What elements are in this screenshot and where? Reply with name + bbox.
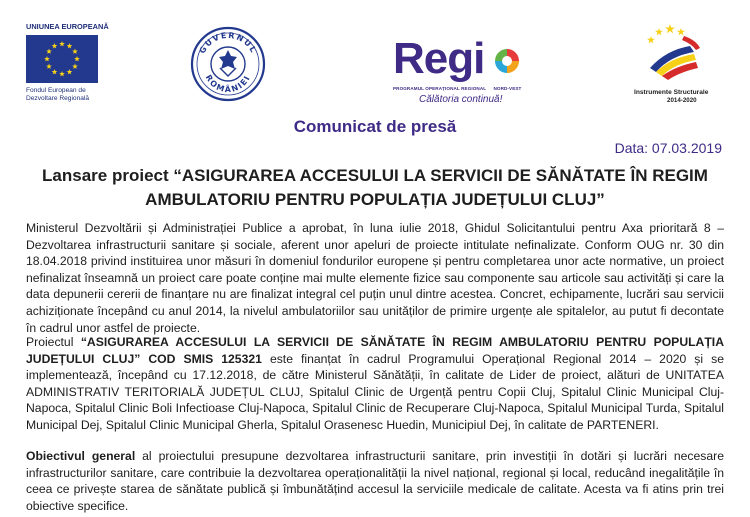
eu-title: UNIUNEA EUROPEANĂ [26, 22, 109, 31]
svg-text:ROMÂNIEI: ROMÂNIEI [203, 73, 253, 95]
paragraph-intro: Ministerul Dezvoltării și Administrației Publice a aprobat, în luna iulie 2018, Ghidul Solicitantului pentru Axa prioritară 8 – Dezvoltarea infrastructurii sanitare și sociale, aferent unor apeluri de proiecte intitulate nefinalizate. Conform OUG nr. 30 din 18.04.2018 privind instituirea unor măsuri în domeniul fondurilor europene și pentru completarea unor acte normative, un proiect nefinalizat înseamnă un proiect care poate conține mai multe elemente fizice sau componente sau articole sau activități și care la data depunerii cererii de finanțare nu are finalizat integral cel puțin unul dintre acestea. Concret, echipamente, lucrări sau servicii achiziționate începând cu anul 2014, la nivelul ambulatoriilor sau unităților de primire urgențe ale spitalelor, au putut fi decontate în cadrul unor astfel de proiecte. [26, 221, 724, 335]
paragraph-objective-rest: al proiectului presupune dezvoltarea infrastructurii sanitare, prin investiții în dotări și lucrări necesare infrastructurilor sanitare, care contribuie la dezvoltarea operaționalității la nivel național, regional și local, reducând inegalitățile în ceea ce privește starea de sănătate publică și îmbunătățind accesul la serviciile medicale de calitate. Acesta va fi atins prin trei obiective specifice. [26, 449, 724, 513]
eu-flag-icon [26, 35, 98, 83]
project-name: “ASIGURAREA ACCESULUI LA SERVICII DE SĂNĂTATE ÎN REGIM AMBULATORIU PENTRU POPULAȚIA JUDEȚULUI CLUJ” COD SMIS 125321 [26, 335, 724, 366]
government-seal-icon [190, 26, 266, 102]
press-release-label: Comunicat de presă [293, 117, 457, 136]
eu-logo [26, 22, 116, 103]
structural-instruments-title: Instrumente Structurale [634, 89, 709, 96]
release-date: Data: 07.03.2019 [614, 140, 722, 156]
regio-colorful-o-icon [492, 46, 522, 76]
regio-logo [393, 34, 543, 106]
svg-text:GUVERNUL: GUVERNUL [197, 30, 259, 56]
regio-wordmark: Regi [393, 34, 485, 83]
paragraph-objective [26, 448, 724, 514]
eu-fund-text [26, 87, 116, 103]
objective-label: Obiectivul general [26, 449, 136, 463]
eu-fund-line2: Dezvoltare Regională [26, 95, 90, 102]
page-title: Lansare proiect “ASIGURAREA ACCESULUI LA SERVICII DE SĂNĂTATE ÎN REGIM AMBULATORIU PENTRU POPULAȚIA JUDEȚULUI CLUJ” [42, 166, 708, 209]
paragraph-project [26, 334, 724, 434]
regio-region: NORD-VEST [493, 86, 522, 91]
structural-instruments-years: 2014-2020 [667, 97, 697, 104]
logo-strip [0, 0, 750, 112]
regio-program: PROGRAMUL OPERAȚIONAL REGIONAL [393, 86, 487, 91]
eu-fund-line1: Fondul European de [26, 87, 86, 94]
structural-instruments-icon [640, 22, 710, 84]
paragraph-project-rest: este finanțat în cadrul Programului Operațional Regional 2014 – 2020 și se implementează, începând cu 17.12.2018, de către Ministerul Sănătății, în calitate de Lider de proiect, alături de UNITATEA ADMINISTRATIV TERITORIALĂ JUDEȚUL CLUJ, Spitalul Clinic de Urgență pentru Copii Cluj, Spitalul Clinic Municipal Cluj-Napoca, Spitalul Clinic Boli Infectioase Cluj-Napoca, Spitalul Clinic de Recuperare Cluj-Napoca, Spitalul Municipal Turda, Spitalul Municipal Dej, Spitalul Clinic Municipal Gherla, Spitalul Orasenesc Huedin, Municipiul Dej, în calitate de PARTENERI. [26, 351, 724, 432]
regio-slogan: Călătoria continuă! [419, 94, 503, 105]
regio-program-text [393, 86, 521, 91]
paragraph-project-lead: Proiectul [26, 335, 81, 349]
